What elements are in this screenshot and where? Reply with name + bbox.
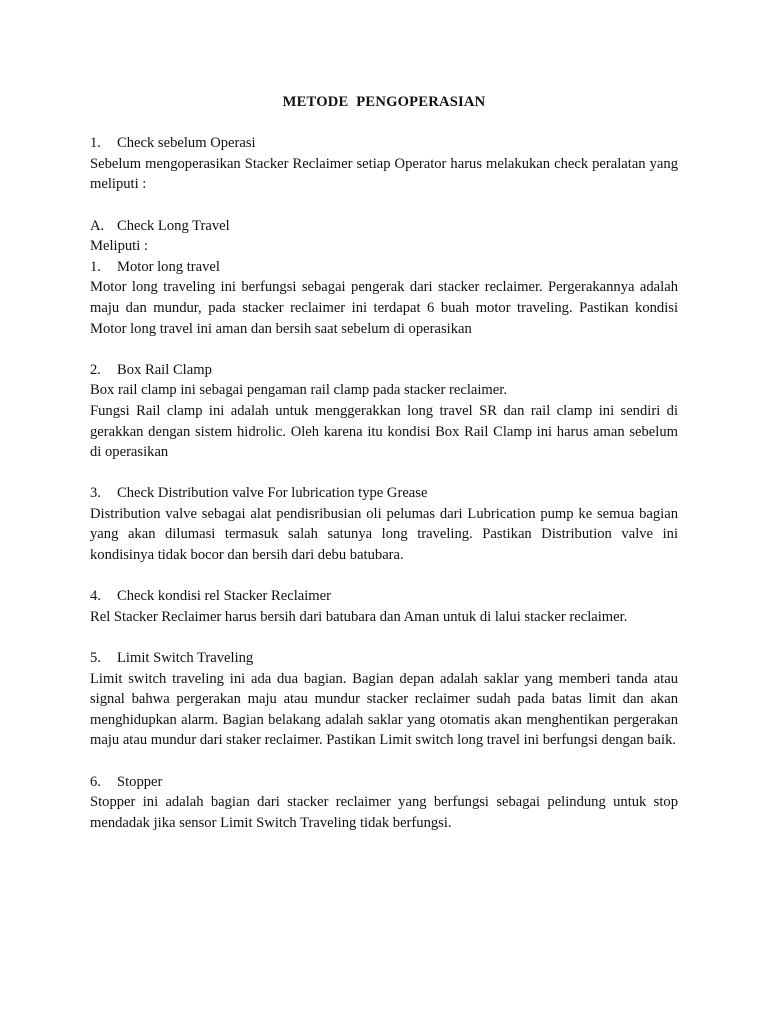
- item-paragraph: Box rail clamp ini sebagai pengaman rail clamp pada stacker reclaimer.: [90, 382, 507, 399]
- section-a-heading-text: Check Long Travel: [117, 217, 230, 234]
- item-heading-text: Box Rail Clamp: [117, 361, 212, 378]
- item-heading-text: Check kondisi rel Stacker Reclaimer: [117, 588, 331, 605]
- list-item: [90, 772, 678, 834]
- item-number: 4.: [90, 588, 101, 605]
- item-heading: [90, 648, 678, 669]
- item-paragraph: Stopper ini adalah bagian dari stacker reclaimer yang berfungsi sebagai pelindung untuk stop mendadak jika sensor Limit Switch Traveling tidak berfungsi.: [90, 794, 678, 831]
- item-paragraph: Distribution valve sebagai alat pendisribusian oli pelumas dari Lubrication pump ke semua bagian yang akan dilumasi termasuk salah satunya long traveling. Pastikan Distribution valve ini kondisinya tidak bocor dan bersih dari debu batubara.: [90, 505, 678, 564]
- section-a-letter: A.: [90, 217, 105, 234]
- item-number: 6.: [90, 773, 101, 790]
- section-a-heading: [90, 216, 678, 237]
- item-heading-text: Motor long travel: [117, 258, 220, 275]
- item-heading: [90, 483, 678, 504]
- item-heading: [90, 586, 678, 607]
- intro-number: 1.: [90, 135, 101, 152]
- item-heading-text: Check Distribution valve For lubrication type Grease: [117, 485, 428, 502]
- item-number: 3.: [90, 485, 101, 502]
- item-number: 5.: [90, 650, 101, 667]
- item-paragraph: Motor long traveling ini berfungsi sebagai pengerak dari stacker reclaimer. Pergerakannya adalah maju dan mundur, pada stacker reclaimer ini terdapat 6 buah motor traveling. Pastikan kondisi Motor long travel ini aman dan bersih saat sebelum di operasikan: [90, 279, 678, 337]
- intro-heading: [90, 133, 678, 154]
- list-item: [90, 257, 678, 339]
- intro-heading-text: Check sebelum Operasi: [117, 135, 256, 152]
- list-item: [90, 586, 678, 627]
- item-heading: [90, 257, 678, 278]
- item-number: 2.: [90, 361, 101, 378]
- section-a: [90, 216, 678, 257]
- list-item: [90, 360, 678, 463]
- list-item: [90, 648, 678, 751]
- section-a-meliputi: Meliputi :: [90, 238, 148, 255]
- list-item: [90, 483, 678, 565]
- item-heading-text: Limit Switch Traveling: [117, 650, 254, 667]
- intro-paragraph: Sebelum mengoperasikan Stacker Reclaimer setiap Operator harus melakukan check peralatan yang meliputi :: [90, 155, 678, 193]
- item-number: 1.: [90, 258, 101, 275]
- item-heading: [90, 772, 678, 793]
- document-title: METODE PENGOPERASIAN: [282, 94, 486, 110]
- item-heading: [90, 360, 678, 381]
- item-list: [90, 257, 678, 834]
- item-paragraph: Fungsi Rail clamp ini adalah untuk menggerakkan long travel SR dan rail clamp ini sendiri di gerakkan dengan sistem hidrolic. Oleh karena itu kondisi Box Rail Clamp ini harus aman sebelum di operasikan: [90, 402, 678, 461]
- section-intro: [90, 133, 678, 195]
- item-heading-text: Stopper: [117, 773, 163, 790]
- document-page: [90, 92, 678, 833]
- item-paragraph: Rel Stacker Reclaimer harus bersih dari batubara dan Aman untuk di lalui stacker reclaimer.: [90, 608, 628, 625]
- item-paragraph: Limit switch traveling ini ada dua bagian. Bagian depan adalah saklar yang memberi tanda atau signal bahwa pergerakan maju atau mundur stacker reclaimer sudah pada batas limit dan akan menghidupkan alarm. Bagian belakang adalah saklar yang otomatis akan menghentikan pergerakan maju atau mundur dari staker reclaimer. Pastikan Limit switch long travel ini berfungsi dengan baik.: [90, 670, 678, 749]
